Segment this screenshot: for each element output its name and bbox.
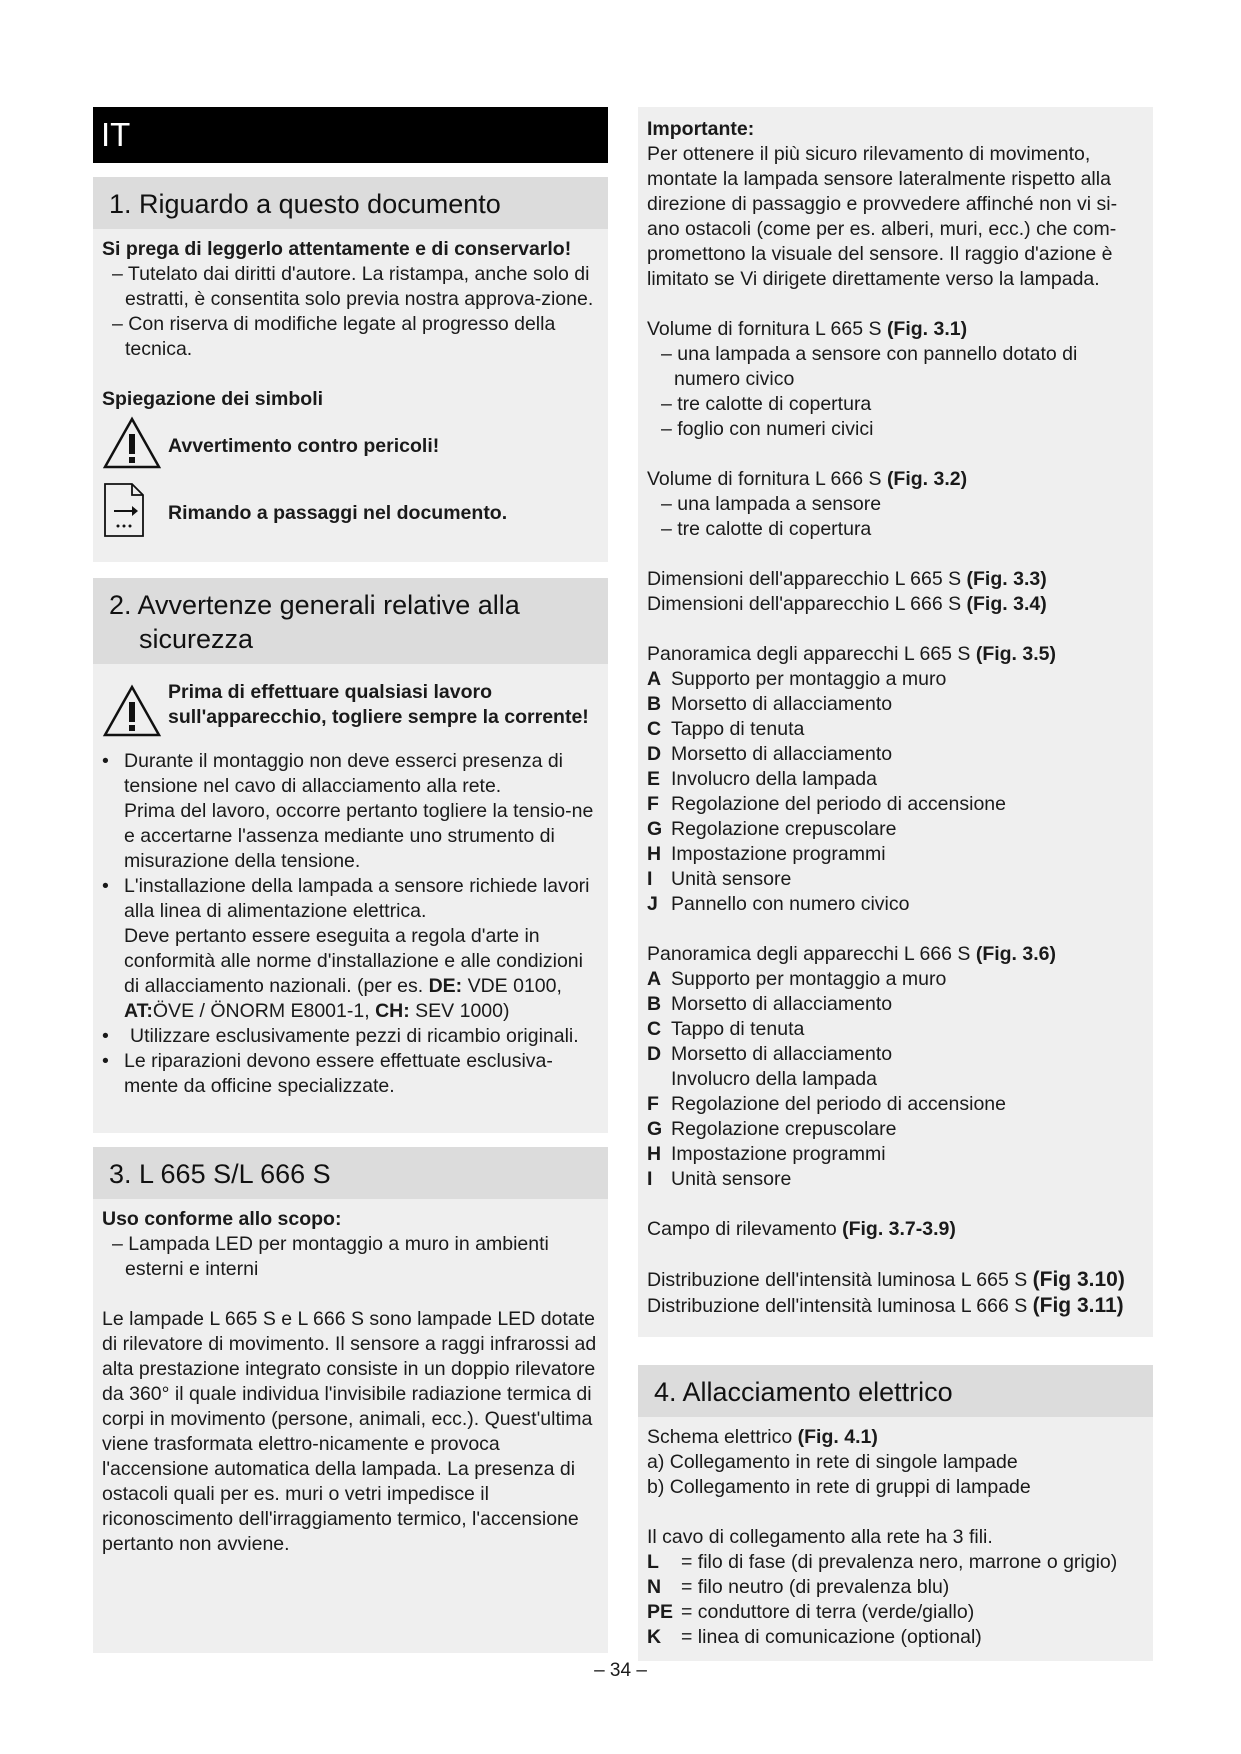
- list-item: K = linea di comunicazione (optional): [647, 1626, 982, 1648]
- delivery-l665s-item: – una lampada a sensore con pannello dotato di numero civico: [661, 343, 1078, 390]
- s1-changes: – Con riserva di modifiche legate al progresso della tecnica.: [112, 313, 556, 360]
- overview-l666s: Panoramica degli apparecchi L 666 S (Fig. 3.6): [647, 943, 1056, 965]
- safety-warning: [102, 680, 600, 745]
- list-item: B Morsetto di allacciamento: [647, 993, 893, 1015]
- product-description: Le lampade L 665 S e L 666 S sono lampade LED dotate di rilevatore di movimento. Il sensore a raggi infrarossi ad alta prestazione integrato consiste in un doppio rilevatore da 360° il quale individua l'invisibile radiazione termica di corpi in movimento (persone, animali, ecc.). Quest'ultima viene trasformata elettro-nicamente e provoca l'accensione automatica della lampada. La presenza di ostacoli quali per es. muri o vetri impedisce il riconoscimento dell'irraggiamento termico, l'accensione pertanto non avviene.: [102, 1308, 597, 1555]
- delivery-l666s-item: – tre calotte di copertura: [661, 518, 872, 540]
- light-distribution-l665s: Distribuzione dell'intensità luminosa L 665 S (Fig 3.10): [647, 1268, 1125, 1291]
- list-item: I Unità sensore: [647, 1168, 792, 1190]
- detection-range: Campo di rilevamento (Fig. 3.7-3.9): [647, 1218, 956, 1240]
- list-item: A Supporto per montaggio a muro: [647, 668, 947, 690]
- symbol-warning-label: Avvertimento contro pericoli!: [168, 435, 440, 457]
- section-2-title-line2: sicurezza: [139, 624, 254, 654]
- overview-l666s-list: [647, 967, 1145, 1192]
- warning-icon: [102, 416, 168, 477]
- overview-l665s: Panoramica degli apparecchi L 665 S (Fig. 3.5): [647, 643, 1056, 665]
- list-item: H Impostazione programmi: [647, 843, 886, 865]
- list-item: H Impostazione programmi: [647, 1143, 886, 1165]
- section-4-title: 4. Allacciamento elettrico: [638, 1365, 1153, 1417]
- dimensions-l665s: Dimensioni dell'apparecchio L 665 S (Fig. 3.3): [647, 568, 1047, 590]
- section-2-title-line1: 2. Avvertenze generali relative alla: [109, 590, 520, 620]
- list-item: D Morsetto di allacciamento: [647, 1043, 893, 1065]
- list-item: G Regolazione crepuscolare: [647, 1118, 897, 1140]
- list-item: E Involucro della lampada: [647, 768, 877, 790]
- section-4: [638, 1365, 1153, 1661]
- list-item: L = filo di fase (di prevalenza nero, marrone o grigio): [647, 1551, 1118, 1573]
- delivery-l666s-item: – una lampada a sensore: [661, 493, 882, 515]
- important-title: Importante:: [647, 118, 755, 140]
- delivery-l665s-item: – foglio con numeri civici: [661, 418, 874, 440]
- list-item: F Regolazione del periodo di accensione: [647, 793, 1006, 815]
- symbols-title: Spiegazione dei simboli: [102, 388, 324, 410]
- list-item: D Morsetto di allacciamento: [647, 743, 893, 765]
- list-item: J Pannello con numero civico: [647, 893, 910, 915]
- section-3: [93, 1147, 608, 1653]
- s1-intro: Si prega di leggerlo attentamente e di conservarlo!: [102, 238, 572, 260]
- page-number: – 34 –: [594, 1660, 647, 1681]
- bullet-spare-parts: • Utilizzare esclusivamente pezzi di ricambio originali.: [102, 1025, 579, 1047]
- section-2: [93, 578, 608, 1133]
- section-1: [93, 177, 608, 562]
- list-item: C Tappo di tenuta: [647, 718, 805, 740]
- list-item: Involucro della lampada: [671, 1068, 877, 1090]
- list-item: C Tappo di tenuta: [647, 1018, 805, 1040]
- list-item: B Morsetto di allacciamento: [647, 693, 893, 715]
- intended-use-text: – Lampada LED per montaggio a muro in ambienti esterni e interni: [112, 1233, 549, 1280]
- cable-info: Il cavo di collegamento alla rete ha 3 fili.: [647, 1526, 993, 1548]
- dimensions-l666s: Dimensioni dell'apparecchio L 666 S (Fig. 3.4): [647, 593, 1047, 615]
- section-1-title: 1. Riguardo a questo documento: [93, 177, 608, 229]
- bullet-installation: • L'installazione della lampada a sensore richiede lavori alla linea di alimentazione elettrica. Deve pertanto essere eseguita a regola d'arte in conformità alle norme d'installazione e alle condizioni di allacciamento nazionali. (per es. DE: VDE 0100, AT:ÖVE / ÖNORM E8001-1, CH: SEV 1000): [102, 875, 590, 1022]
- language-bar: IT: [93, 107, 608, 163]
- list-item: G Regolazione crepuscolare: [647, 818, 897, 840]
- section-2-title: [93, 578, 608, 664]
- wire-list: [647, 1550, 1145, 1650]
- symbol-reference-row: [102, 481, 600, 546]
- bullet-repairs: • Le riparazioni devono essere effettuate esclusiva-mente da officine specializzate.: [102, 1050, 553, 1097]
- delivery-l666s: Volume di fornitura L 666 S (Fig. 3.2): [647, 468, 968, 490]
- list-item: A Supporto per montaggio a muro: [647, 968, 947, 990]
- symbol-reference-label: Rimando a passaggi nel documento.: [168, 502, 508, 524]
- safety-warning-text: Prima di effettuare qualsiasi lavoro sull'apparecchio, togliere sempre la corrente!: [168, 681, 589, 728]
- wiring-a: a) Collegamento in rete di singole lampade: [647, 1451, 1018, 1473]
- document-reference-icon: [102, 481, 168, 546]
- wiring-diagram: Schema elettrico (Fig. 4.1): [647, 1426, 878, 1448]
- bullet-voltage: • Durante il montaggio non deve esserci presenza di tensione nel cavo di allacciamento alla rete. Prima del lavoro, occorre pertanto togliere la tensio-ne e accertarne l'assenza mediante uno strumento di misurazione della tensione.: [102, 750, 594, 872]
- warning-icon: [102, 680, 168, 745]
- s1-copyright: – Tutelato dai diritti d'autore. La ristampa, anche solo di estratti, è consentita solo previa nostra approva-zione.: [112, 263, 594, 310]
- list-item: PE = conduttore di terra (verde/giallo): [647, 1601, 975, 1623]
- left-column: [93, 107, 608, 1653]
- section-3-title: 3. L 665 S/L 666 S: [93, 1147, 608, 1199]
- list-item: F Regolazione del periodo di accensione: [647, 1093, 1006, 1115]
- product-info-panel: [638, 107, 1153, 1337]
- delivery-l665s-item: – tre calotte di copertura: [661, 393, 872, 415]
- list-item: N = filo neutro (di prevalenza blu): [647, 1576, 950, 1598]
- overview-l665s-list: [647, 667, 1145, 917]
- light-distribution-l666s: Distribuzione dell'intensità luminosa L 666 S (Fig 3.11): [647, 1294, 1124, 1317]
- wiring-b: b) Collegamento in rete di gruppi di lampade: [647, 1476, 1031, 1498]
- important-text: Per ottenere il più sicuro rilevamento di movimento, montate la lampada sensore lateralmente rispetto alla direzione di passaggio e provvedere affinché non vi si-ano ostacoli (come per es. alberi, muri, ecc.) che com-promettono la visuale del sensore. Il raggio d'azione è limitato se Vi dirigete direttamente verso la lampada.: [647, 143, 1118, 290]
- intended-use-title: Uso conforme allo scopo:: [102, 1208, 342, 1230]
- delivery-l665s: Volume di fornitura L 665 S (Fig. 3.1): [647, 318, 968, 340]
- right-column: [638, 107, 1153, 1661]
- symbol-warning-row: [102, 416, 600, 477]
- list-item: I Unità sensore: [647, 868, 792, 890]
